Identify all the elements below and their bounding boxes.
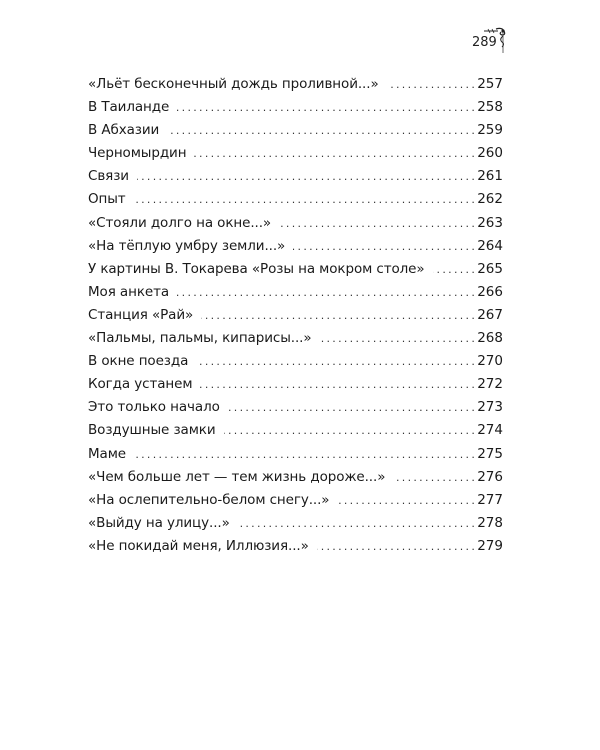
toc-entry[interactable] xyxy=(88,165,503,188)
toc-entry-title: Воздушные замки xyxy=(88,422,216,439)
dot-leader xyxy=(194,142,474,165)
toc-entry[interactable] xyxy=(88,73,503,96)
toc-entry[interactable] xyxy=(88,142,503,165)
toc-entry-page: 272 xyxy=(477,376,503,393)
toc-entry[interactable] xyxy=(88,396,503,419)
toc-entry[interactable] xyxy=(88,466,503,489)
dot-leader xyxy=(200,373,474,396)
toc-entry-title: Опыт xyxy=(88,191,126,208)
dot-leader xyxy=(279,212,474,235)
dot-leader xyxy=(201,304,474,327)
toc-entry-title: Моя анкета xyxy=(88,283,170,300)
dot-leader xyxy=(177,96,474,119)
toc-entry-page: 257 xyxy=(477,76,503,92)
toc-entry-page: 264 xyxy=(477,237,503,254)
dot-leader xyxy=(137,165,474,188)
dot-leader xyxy=(337,489,474,512)
toc-entry-page: 268 xyxy=(477,330,503,347)
dot-leader xyxy=(433,258,475,281)
toc-entry[interactable] xyxy=(88,281,503,304)
toc-entry-page: 261 xyxy=(477,168,503,185)
toc-entry-title: «На тёплую умбру земли...» xyxy=(88,237,286,254)
toc-entry-title: «Пальмы, пальмы, кипарисы...» xyxy=(88,330,312,347)
toc-entry-page: 266 xyxy=(477,283,503,300)
toc-entry[interactable] xyxy=(88,327,503,350)
toc-entry[interactable] xyxy=(88,235,503,258)
toc-entry-page: 278 xyxy=(477,514,503,531)
toc-entry-title: Это только начало xyxy=(88,399,220,416)
toc-entry-page: 270 xyxy=(477,353,503,370)
toc-entry-title: Когда устанем xyxy=(88,376,193,393)
dot-leader xyxy=(224,419,475,442)
toc-entry-title: Маме xyxy=(88,445,127,462)
toc-entry-title: «Выйду на улицу...» xyxy=(88,514,230,531)
toc-entry-page: 274 xyxy=(477,422,503,439)
dot-leader xyxy=(320,327,475,350)
toc-entry-page: 275 xyxy=(477,445,503,462)
dot-leader xyxy=(177,281,474,304)
toc-entry[interactable] xyxy=(88,373,503,396)
toc-entry[interactable] xyxy=(88,535,503,558)
toc-entry[interactable] xyxy=(88,489,503,512)
toc-entry[interactable] xyxy=(88,96,503,119)
toc-entry-title: В окне поезда xyxy=(88,353,189,370)
table-of-contents xyxy=(88,73,503,558)
toc-entry[interactable] xyxy=(88,258,503,281)
toc-entry-title: «Не покидай меня, Иллюзия...» xyxy=(88,537,309,554)
dot-leader xyxy=(134,188,475,211)
toc-entry-page: 262 xyxy=(477,191,503,208)
toc-entry[interactable] xyxy=(88,304,503,327)
toc-entry-page: 279 xyxy=(477,537,503,554)
toc-entry-page: 258 xyxy=(477,99,503,116)
toc-entry-title: «Чем больше лет — тем жизнь дороже...» xyxy=(88,468,386,485)
toc-entry[interactable] xyxy=(88,212,503,235)
dot-leader xyxy=(238,512,474,535)
toc-entry[interactable] xyxy=(88,419,503,442)
dot-leader xyxy=(317,535,474,558)
page-number: 289 xyxy=(472,35,497,50)
toc-entry-title: Связи xyxy=(88,168,129,185)
dot-leader xyxy=(196,350,474,373)
toc-entry[interactable] xyxy=(88,443,503,466)
toc-entry-page: 267 xyxy=(477,306,503,323)
toc-entry-title: «Льёт бесконечный дождь проливной...» xyxy=(88,76,379,92)
toc-entry-page: 263 xyxy=(477,214,503,231)
toc-entry-page: 260 xyxy=(477,145,503,162)
corner-ornament-icon xyxy=(484,27,508,55)
toc-entry-title: В Таиланде xyxy=(88,99,170,116)
toc-entry-title: «Стояли долго на окне...» xyxy=(88,214,272,231)
toc-entry[interactable] xyxy=(88,119,503,142)
page-header xyxy=(470,30,530,60)
dot-leader xyxy=(293,235,474,258)
toc-entry-title: «На ослепительно-белом снегу...» xyxy=(88,491,330,508)
dot-leader xyxy=(387,73,475,96)
toc-entry-title: У картины В. Токарева «Розы на мокром столе» xyxy=(88,260,425,277)
toc-entry-page: 265 xyxy=(477,260,503,277)
toc-entry[interactable] xyxy=(88,350,503,373)
toc-entry[interactable] xyxy=(88,512,503,535)
toc-entry-page: 276 xyxy=(477,468,503,485)
toc-entry-title: В Абхазии xyxy=(88,122,160,139)
dot-leader xyxy=(393,466,474,489)
toc-entry-page: 277 xyxy=(477,491,503,508)
toc-entry-page: 259 xyxy=(477,122,503,139)
toc-entry-page: 273 xyxy=(477,399,503,416)
toc-entry[interactable] xyxy=(88,188,503,211)
dot-leader xyxy=(134,443,474,466)
toc-entry-title: Станция «Рай» xyxy=(88,306,194,323)
toc-entry-title: Черномырдин xyxy=(88,145,187,162)
dot-leader xyxy=(228,396,474,419)
dot-leader xyxy=(167,119,474,142)
